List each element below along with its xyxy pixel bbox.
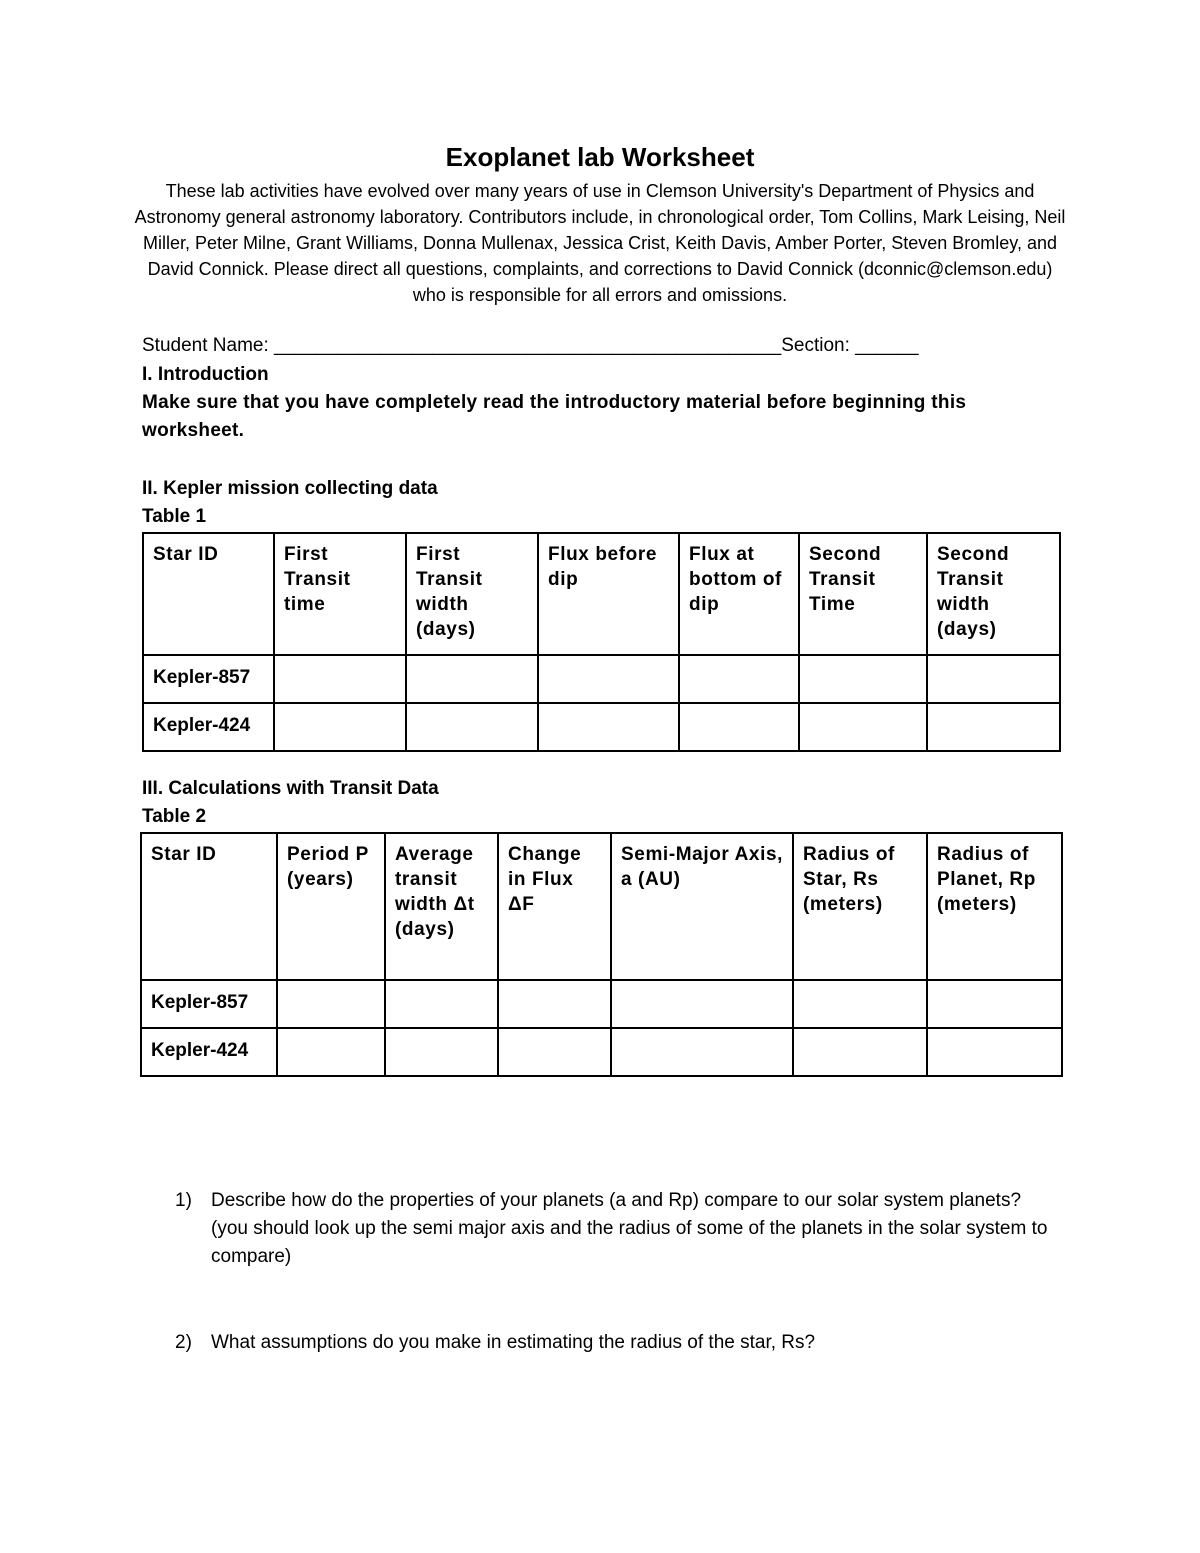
blank-answer-cell[interactable]: [385, 1028, 498, 1076]
section-heading-calculations: III. Calculations with Transit Data: [142, 778, 439, 799]
blank-answer-cell[interactable]: [277, 980, 385, 1028]
table-header-cell: Change in Flux ΔF: [498, 833, 611, 980]
question-number: 1): [175, 1190, 192, 1211]
section-heading-kepler-data: II. Kepler mission collecting data: [142, 478, 438, 499]
table-1: [142, 532, 1061, 752]
table-header-cell: First Transit time: [274, 533, 406, 655]
table-header-cell: Semi-Major Axis, a (AU): [611, 833, 793, 980]
page-title: Exoplanet lab Worksheet: [445, 142, 755, 172]
table-2: [140, 832, 1063, 1077]
question-text: Describe how do the properties of your planets (a and Rp) compare to our solar system planets? (you should look up the semi major axis and the radius of some of the planets in the solar system to compare): [211, 1190, 1048, 1267]
table-header-cell: Flux at bottom of dip: [679, 533, 799, 655]
blank-answer-cell[interactable]: [927, 980, 1062, 1028]
table-header-row: [141, 833, 1062, 980]
introduction-note: Make sure that you have completely read the introductory material before beginning this worksheet.: [142, 392, 967, 441]
section-heading-introduction: I. Introduction: [142, 364, 269, 385]
table-row: [143, 703, 1060, 751]
blank-answer-cell[interactable]: [498, 1028, 611, 1076]
table1-label: Table 1: [142, 506, 207, 527]
table-row: [141, 980, 1062, 1028]
blank-answer-cell[interactable]: [538, 655, 679, 703]
blank-answer-cell[interactable]: [274, 703, 406, 751]
blank-answer-cell[interactable]: [406, 703, 538, 751]
table-row: [143, 655, 1060, 703]
table-header-cell: Flux before dip: [538, 533, 679, 655]
blank-answer-cell[interactable]: [277, 1028, 385, 1076]
question-number: 2): [175, 1332, 192, 1353]
table-header-cell: Radius of Planet, Rp (meters): [927, 833, 1062, 980]
table-header-cell: Period P (years): [277, 833, 385, 980]
question-text: What assumptions do you make in estimating the radius of the star, Rs?: [211, 1332, 816, 1353]
star-id-cell: Kepler-857: [143, 655, 274, 703]
table-header-cell: Average transit width Δt (days): [385, 833, 498, 980]
intro-paragraph: These lab activities have evolved over many years of use in Clemson University's Department of Physics and Astronomy general astronomy laboratory. Contributors include, in chronological order, Tom Collins, Mark Leising, Neil Miller, Peter Milne, Grant Williams, Donna Mullenax, Jessica Crist, Keith Davis, Amber Porter, Steven Bromley, and David Connick. Please direct all questions, complaints, and corrections to David Connick (dconnic@clemson.edu) who is responsible for all errors and omissions.: [134, 181, 1066, 305]
star-id-cell: Kepler-424: [141, 1028, 277, 1076]
student-name-section-line: Student Name: ________________________________________________Section: ______: [142, 335, 919, 356]
star-id-cell: Kepler-857: [141, 980, 277, 1028]
blank-answer-cell[interactable]: [611, 1028, 793, 1076]
blank-answer-cell[interactable]: [679, 655, 799, 703]
blank-answer-cell[interactable]: [611, 980, 793, 1028]
blank-answer-cell[interactable]: [793, 980, 927, 1028]
blank-answer-cell[interactable]: [927, 655, 1060, 703]
table-header-cell: Star ID: [143, 533, 274, 655]
table2-label: Table 2: [142, 806, 207, 827]
blank-answer-cell[interactable]: [799, 703, 927, 751]
blank-answer-cell[interactable]: [406, 655, 538, 703]
blank-answer-cell[interactable]: [799, 655, 927, 703]
blank-answer-cell[interactable]: [927, 1028, 1062, 1076]
table-header-cell: First Transit width (days): [406, 533, 538, 655]
blank-answer-cell[interactable]: [793, 1028, 927, 1076]
blank-answer-cell[interactable]: [927, 703, 1060, 751]
table-header-cell: Star ID: [141, 833, 277, 980]
table-header-cell: Radius of Star, Rs (meters): [793, 833, 927, 980]
table-header-cell: Second Transit width (days): [927, 533, 1060, 655]
table-header-cell: Second Transit Time: [799, 533, 927, 655]
blank-answer-cell[interactable]: [538, 703, 679, 751]
star-id-cell: Kepler-424: [143, 703, 274, 751]
blank-answer-cell[interactable]: [385, 980, 498, 1028]
blank-answer-cell[interactable]: [498, 980, 611, 1028]
table-header-row: [143, 533, 1060, 655]
blank-answer-cell[interactable]: [274, 655, 406, 703]
blank-answer-cell[interactable]: [679, 703, 799, 751]
table-row: [141, 1028, 1062, 1076]
